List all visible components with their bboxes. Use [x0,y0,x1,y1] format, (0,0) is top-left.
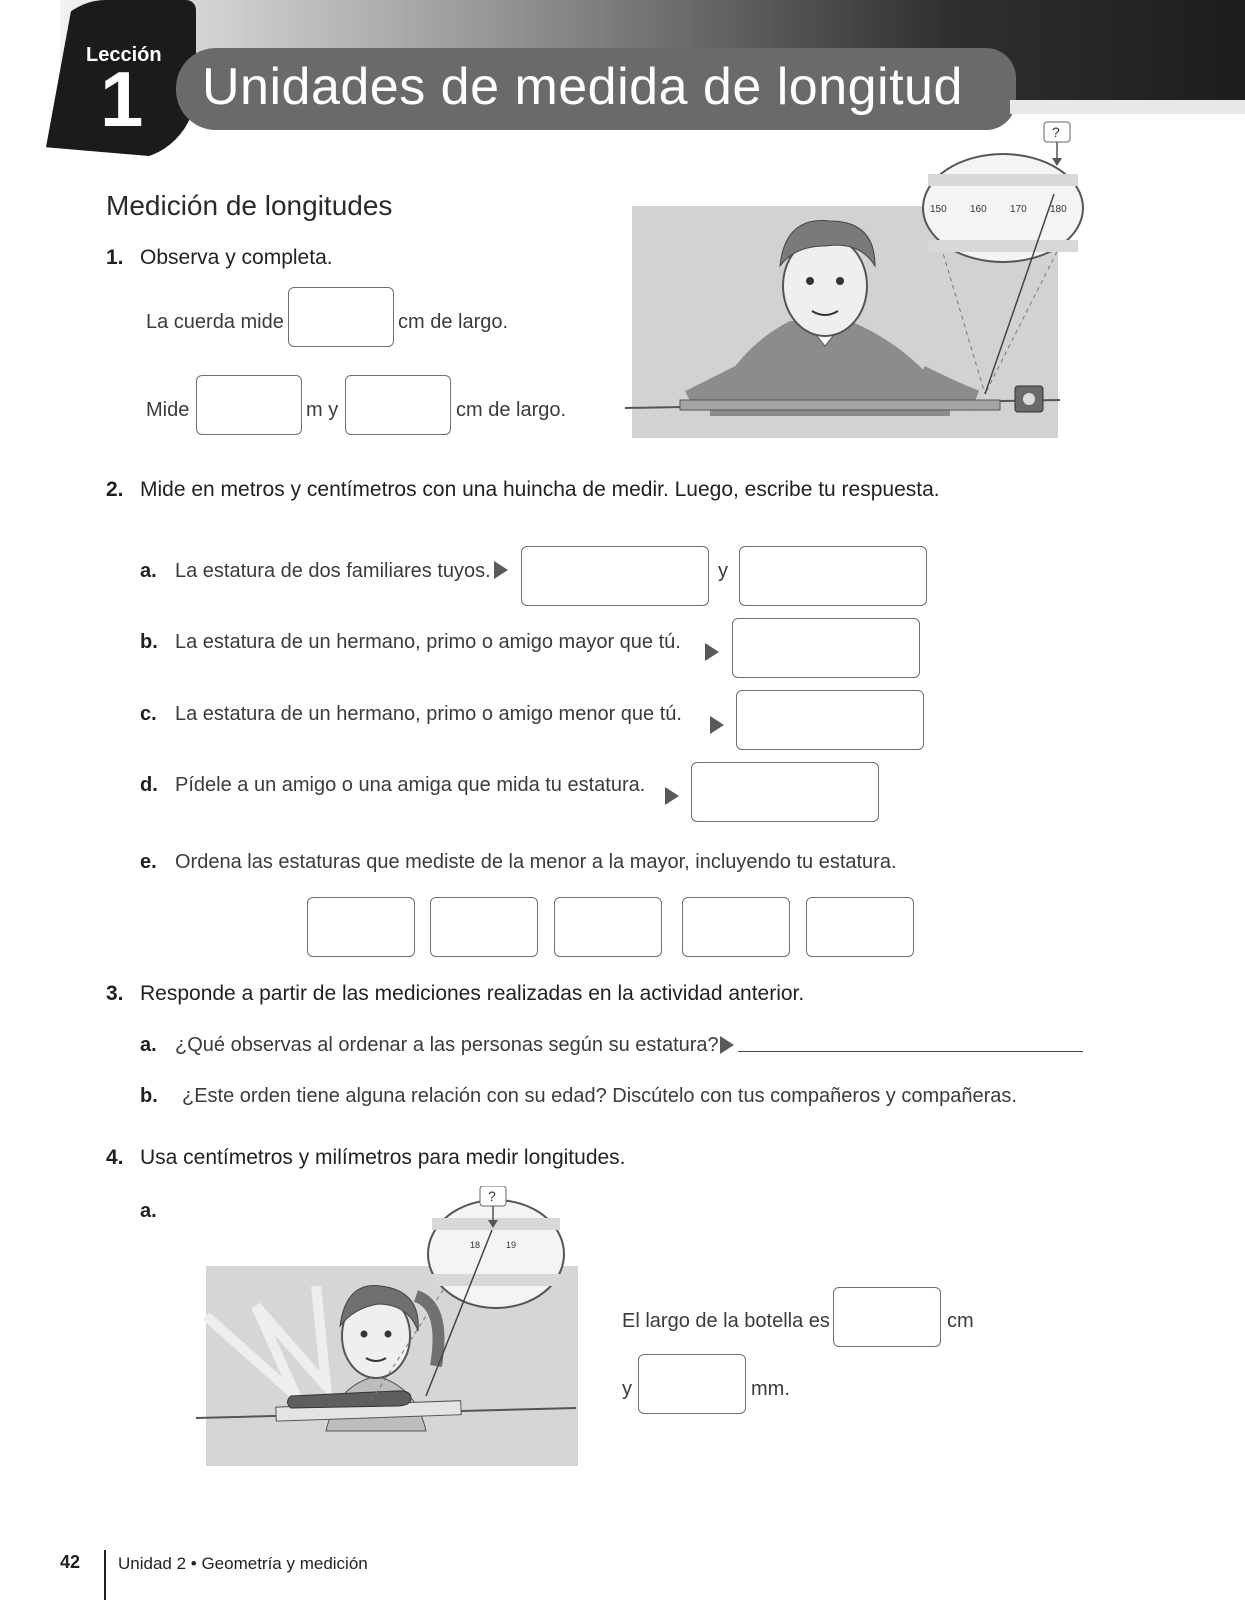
q1-cm2-answer-box[interactable] [345,375,451,435]
q3b-letter: b. [140,1085,158,1107]
q2-number: 2. [106,478,124,501]
q1-line2-middle: m y [306,399,339,421]
question-arrow-head [1052,158,1062,166]
q3-prompt: Responde a partir de las mediciones realizadas en la actividad anterior. [140,982,805,1005]
q2d-arrow-icon [665,787,679,805]
q2a-connector: y [718,560,728,582]
q1-line2-after: cm de largo. [456,399,567,421]
boy-measuring-rope-illustration [620,116,1090,446]
q2-prompt: Mide en metros y centímetros con una huincha de medir. Luego, escribe tu respuesta. [140,478,940,501]
q1-line1-after: cm de largo. [398,311,509,333]
q1-line2-before: Mide [146,399,190,421]
ruler-tick-180: 180 [1050,204,1067,215]
ruler-bottom-strip-2 [432,1274,560,1286]
q4-mm-answer-box[interactable] [638,1354,746,1414]
q3-number: 3. [106,982,124,1005]
lesson-number: 1 [100,55,144,143]
q2b-answer-box[interactable] [732,618,920,678]
ruler-top-strip-2 [432,1218,560,1230]
q2a-letter: a. [140,560,157,582]
q3a-text: ¿Qué observas al ordenar a las personas según su estatura? [175,1034,719,1056]
q2e-order-box-2[interactable] [430,897,538,957]
page-title: Unidades de medida de longitud [202,58,963,116]
ruler-tick-18: 18 [470,1240,481,1250]
page-number: 42 [60,1552,81,1572]
zoom-bubble-2 [428,1200,564,1308]
q1-line1-before: La cuerda mide [146,311,284,333]
q1-cm-answer-box[interactable] [288,287,394,347]
tape-measure-dial [1023,393,1035,405]
q2e-order-box-5[interactable] [806,897,914,957]
q2e-letter: e. [140,851,157,873]
q2a-answer-box-2[interactable] [739,546,927,606]
q2d-answer-box[interactable] [691,762,879,822]
rope [680,400,1000,410]
girl-left-eye [361,1331,368,1338]
ruler-tick-160: 160 [970,204,987,215]
q4-line1-after: cm [947,1310,974,1332]
q2b-letter: b. [140,631,158,653]
q3b-text: ¿Este orden tiene alguna relación con su edad? Discútelo con tus compañeros y compañeras. [182,1085,1017,1107]
q2a-text: La estatura de dos familiares tuyos. [175,560,491,582]
girl-measuring-bottle-illustration [196,1186,596,1472]
q4-cm-answer-box[interactable] [833,1287,941,1347]
q4-line1-before: El largo de la botella es [622,1310,830,1332]
q2b-arrow-icon [705,643,719,661]
ruler-tick-170: 170 [1010,204,1027,215]
q4-prompt: Usa centímetros y milímetros para medir longitudes. [140,1146,626,1169]
q2a-answer-box-1[interactable] [521,546,709,606]
ruler-tick-19: 19 [506,1240,517,1250]
lesson-label: Lección [86,44,162,66]
q2e-text: Ordena las estaturas que mediste de la menor a la mayor, incluyendo tu estatura. [175,851,897,873]
q2c-letter: c. [140,703,157,725]
q2a-arrow-icon [494,561,508,579]
q2d-text: Pídele a un amigo o una amiga que mida tu estatura. [175,774,646,796]
q2b-text: La estatura de un hermano, primo o amigo mayor que tú. [175,631,681,653]
boy-right-eye [836,277,844,285]
ruler-top-strip [928,174,1078,186]
question-mark: ? [1052,124,1060,140]
q2c-text: La estatura de un hermano, primo o amigo menor que tú. [175,703,682,725]
q2e-order-box-3[interactable] [554,897,662,957]
footer-divider [104,1550,106,1600]
title-streak [1010,100,1245,114]
q2c-arrow-icon [710,716,724,734]
section-title: Medición de longitudes [106,190,393,221]
q3a-letter: a. [140,1034,157,1056]
q4-line2-after: mm. [751,1378,790,1400]
q1-m-answer-box[interactable] [196,375,302,435]
q1-number: 1. [106,246,124,269]
q4-line2-before: y [622,1378,632,1400]
girl-right-eye [385,1331,392,1338]
q2e-order-box-1[interactable] [307,897,415,957]
ruler-tick-150: 150 [930,204,947,215]
q1-prompt: Observa y completa. [140,246,333,269]
q2c-answer-box[interactable] [736,690,924,750]
boy-left-eye [806,277,814,285]
footer-unit-text: Unidad 2 • Geometría y medición [118,1554,368,1573]
q4a-letter: a. [140,1200,157,1222]
q4-number: 4. [106,1146,124,1169]
question-mark-2: ? [488,1188,496,1204]
q3a-arrow-icon [720,1036,734,1054]
q2d-letter: d. [140,774,158,796]
q2e-order-box-4[interactable] [682,897,790,957]
q3a-answer-line[interactable] [738,1050,1083,1052]
ruler-bottom-strip [928,240,1078,252]
